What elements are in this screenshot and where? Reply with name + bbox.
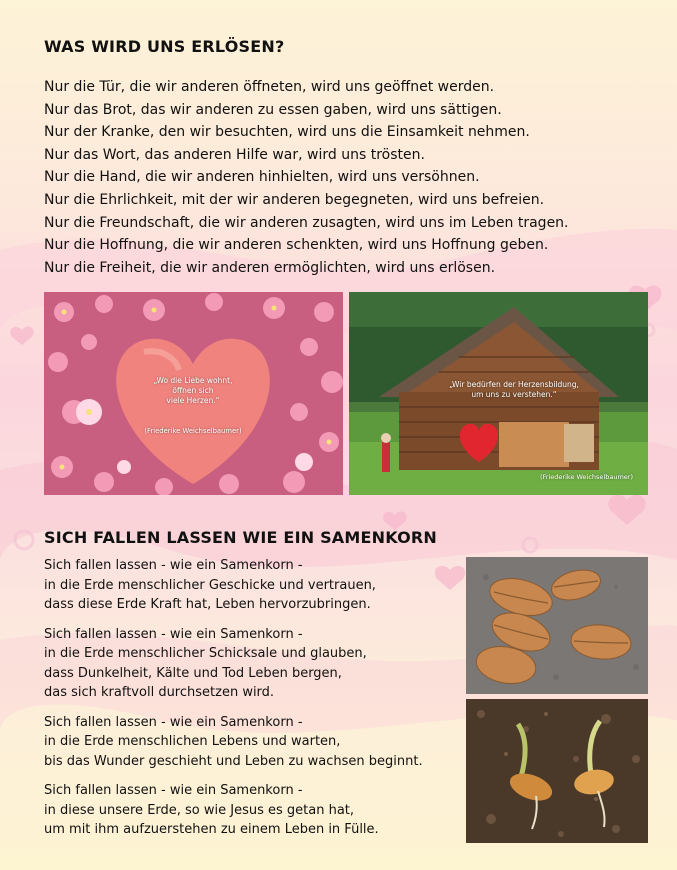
poem-samenkorn bbox=[44, 556, 464, 850]
poem-line: Sich fallen lassen - wie ein Samenkorn - bbox=[44, 783, 303, 798]
poem-line: Sich fallen lassen - wie ein Samenkorn - bbox=[44, 714, 303, 730]
section-title-samenkorn: SICH FALLEN LASSEN WIE EIN SAMENKORN bbox=[44, 528, 438, 547]
hut-quote: „Wir bedürfen der Herzensbildung, um uns zu verstehen.“ bbox=[449, 380, 579, 399]
poem-line: Nur die Freiheit, die wir anderen ermöglichten, wird uns erlösen. bbox=[44, 259, 496, 276]
poem-line: in diese unsere Erde, so wie Jesus es getan hat, bbox=[44, 802, 355, 818]
wooden-hut-photo bbox=[349, 292, 648, 495]
poem-line: Nur die Hoffnung, die wir anderen schenkten, wird uns Hoffnung geben. bbox=[44, 237, 549, 254]
poem-line: Nur der Kranke, den wir besuchten, wird uns die Einsamkeit nehmen. bbox=[44, 124, 530, 141]
poem-stanza bbox=[44, 625, 464, 703]
poem-line: Nur die Tür, die wir anderen öffneten, wird uns geöffnet werden. bbox=[44, 79, 495, 95]
poem-line: Nur das Brot, das wir anderen zu essen gaben, wird uns sättigen. bbox=[44, 101, 502, 118]
poem-line: um mit ihm aufzuerstehen zu einem Leben in Fülle. bbox=[44, 822, 379, 837]
heart-flowers-photo bbox=[44, 292, 343, 495]
poem-stanza bbox=[44, 556, 464, 615]
poem-line: Nur die Ehrlichkeit, mit der wir anderen begegneten, wird uns befreien. bbox=[44, 191, 545, 208]
poem-erloesen bbox=[44, 76, 654, 279]
poem-line: dass Dunkelheit, Kälte und Tod Leben bergen, bbox=[44, 665, 342, 681]
poem-line: in die Erde menschlicher Geschicke und vertrauen, bbox=[44, 577, 376, 593]
heart-quote: „Wo die Liebe wohnt, öffnen sich viele Herzen.“ bbox=[153, 376, 233, 405]
poem-stanza bbox=[44, 781, 464, 840]
poem-line: Sich fallen lassen - wie ein Samenkorn - bbox=[44, 626, 303, 642]
poem-line: das sich kraftvoll durchsetzen wird. bbox=[44, 685, 275, 700]
poem-line: Nur das Wort, das anderen Hilfe war, wird uns trösten. bbox=[44, 146, 425, 163]
poem-line: in die Erde menschlichen Lebens und warten, bbox=[44, 734, 341, 749]
section-title-erloesen: WAS WIRD UNS ERLÖSEN? bbox=[44, 37, 285, 56]
poem-line: dass diese Erde Kraft hat, Leben hervorzubringen. bbox=[44, 597, 371, 612]
heart-quote-author: (Friederike Weichselbaumer) bbox=[144, 427, 242, 435]
poem-line: in die Erde menschlicher Schicksale und glauben, bbox=[44, 646, 367, 661]
poem-line: bis das Wunder geschieht und Leben zu wachsen beginnt. bbox=[44, 753, 423, 769]
wheat-seeds-photo bbox=[466, 557, 648, 694]
poem-stanza bbox=[44, 713, 464, 772]
poem-line: Nur die Hand, die wir anderen hinhielten, wird uns versöhnen. bbox=[44, 169, 480, 186]
poem-line: Sich fallen lassen - wie ein Samenkorn - bbox=[44, 558, 303, 573]
poem-line: Nur die Freundschaft, die wir anderen zusagten, wird uns im Leben tragen. bbox=[44, 214, 569, 231]
sprouting-seeds-photo bbox=[466, 699, 648, 843]
hut-quote-author: (Friederike Weichselbaumer) bbox=[540, 473, 633, 481]
